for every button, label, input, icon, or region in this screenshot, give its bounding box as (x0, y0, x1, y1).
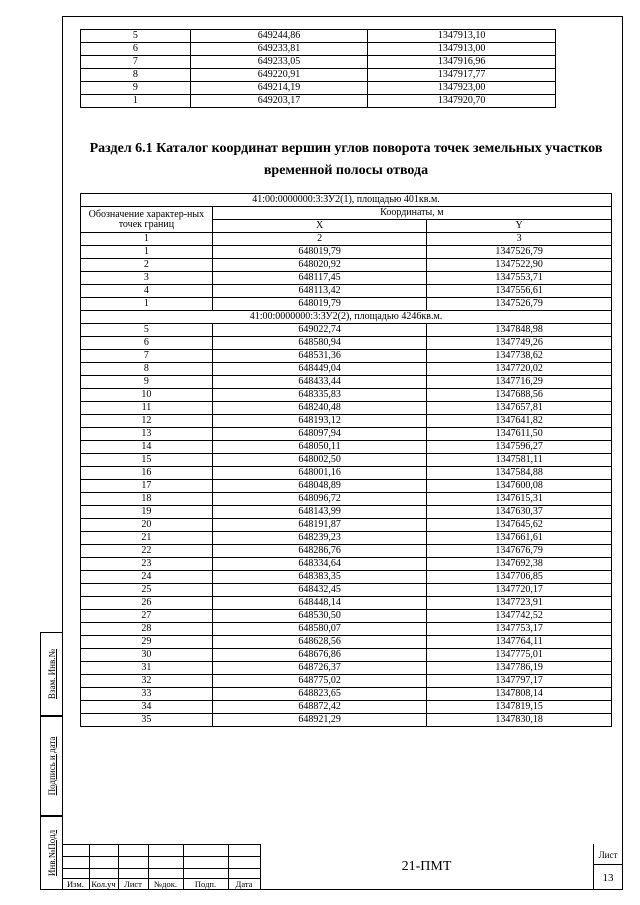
table-row (81, 43, 556, 56)
table-row (81, 95, 556, 108)
table-row (81, 649, 612, 662)
sheet-number: 13 (602, 872, 614, 884)
table-row (81, 298, 612, 311)
table-row (81, 415, 612, 428)
x-value: 648334,64 (212, 558, 427, 571)
x-value: 648048,89 (212, 480, 427, 493)
x-value: 648580,94 (212, 337, 427, 350)
x-value: 649233,05 (190, 56, 368, 69)
point-number: 10 (81, 389, 213, 402)
table-row (81, 324, 612, 337)
point-number: 5 (81, 324, 213, 337)
point-number: 15 (81, 454, 213, 467)
plot1-title: 41:00:0000000:3:ЗУ2(1), площадью 401кв.м. (81, 194, 612, 207)
table-row (81, 402, 612, 415)
table-row (81, 285, 612, 298)
x-value: 648921,29 (212, 714, 427, 727)
document-code: 21-ПМТ (401, 859, 452, 874)
table-row (81, 350, 612, 363)
side-box-podp (40, 716, 62, 816)
y-value: 1347584,88 (427, 467, 612, 480)
y-value: 1347916,96 (368, 56, 556, 69)
x-value: 648383,35 (212, 571, 427, 584)
x-value: 648872,42 (212, 701, 427, 714)
top-coordinates-table (80, 29, 556, 108)
y-value: 1347526,79 (427, 246, 612, 259)
y-value: 1347775,01 (427, 649, 612, 662)
point-number: 27 (81, 610, 213, 623)
y-value: 1347720,02 (427, 363, 612, 376)
point-number: 5 (81, 30, 191, 43)
y-value: 1347661,61 (427, 532, 612, 545)
point-number: 9 (81, 376, 213, 389)
table-row (81, 30, 556, 43)
table-row (81, 428, 612, 441)
table-row (81, 597, 612, 610)
y-value: 1347723,91 (427, 597, 612, 610)
point-number: 6 (81, 337, 213, 350)
point-number: 30 (81, 649, 213, 662)
x-value: 649022,74 (212, 324, 427, 337)
y-value: 1347556,61 (427, 285, 612, 298)
table-row (81, 337, 612, 350)
side-box-inv (40, 816, 62, 890)
y-value: 1347526,79 (427, 298, 612, 311)
table-row (81, 506, 612, 519)
y-value: 1347600,08 (427, 480, 612, 493)
x-value: 648676,86 (212, 649, 427, 662)
table-row (81, 519, 612, 532)
point-number: 2 (81, 259, 213, 272)
point-number: 7 (81, 350, 213, 363)
coords-header: Координаты, м (212, 207, 611, 220)
x-value: 648002,50 (212, 454, 427, 467)
title-block (62, 844, 623, 890)
x-value: 648191,87 (212, 519, 427, 532)
x-value: 648448,14 (212, 597, 427, 610)
y-value: 1347645,62 (427, 519, 612, 532)
table-row (81, 688, 612, 701)
point-number: 8 (81, 363, 213, 376)
y-value: 1347920,70 (368, 95, 556, 108)
point-number: 24 (81, 571, 213, 584)
point-number: 17 (81, 480, 213, 493)
stamp-col-ndok: №док. (154, 879, 177, 889)
y-value: 1347913,00 (368, 43, 556, 56)
x-value: 649203,17 (190, 95, 368, 108)
point-number: 13 (81, 428, 213, 441)
point-number: 20 (81, 519, 213, 532)
y-value: 1347753,17 (427, 623, 612, 636)
point-number: 11 (81, 402, 213, 415)
point-number: 8 (81, 69, 191, 82)
y-value: 1347808,14 (427, 688, 612, 701)
x-value: 648531,36 (212, 350, 427, 363)
y-value: 1347749,26 (427, 337, 612, 350)
y-value: 1347611,50 (427, 428, 612, 441)
x-value: 648143,99 (212, 506, 427, 519)
point-number: 1 (81, 246, 213, 259)
y-value: 1347913,10 (368, 30, 556, 43)
table-row (81, 363, 612, 376)
section-title: Раздел 6.1 Каталог координат вершин углов поворота точек земельных участков временной полосы отвода (89, 141, 603, 178)
stamp-col-data: Дата (235, 879, 253, 889)
x-value: 648580,07 (212, 623, 427, 636)
x-value: 648335,83 (212, 389, 427, 402)
y-value: 1347688,56 (427, 389, 612, 402)
x-value: 648019,79 (212, 246, 427, 259)
point-number: 14 (81, 441, 213, 454)
x-value: 648726,37 (212, 662, 427, 675)
y-value: 1347692,38 (427, 558, 612, 571)
point-number: 7 (81, 56, 191, 69)
x-value: 648096,72 (212, 493, 427, 506)
x-value: 648433,44 (212, 376, 427, 389)
sheet-label: Лист (598, 850, 618, 860)
y-value: 1347797,17 (427, 675, 612, 688)
y-value: 1347657,81 (427, 402, 612, 415)
point-number: 26 (81, 597, 213, 610)
y-value: 1347848,98 (427, 324, 612, 337)
y-value: 1347786,19 (427, 662, 612, 675)
point-number: 3 (81, 272, 213, 285)
table-row (81, 69, 556, 82)
point-number: 23 (81, 558, 213, 571)
table-row (81, 545, 612, 558)
x-value: 648020,92 (212, 259, 427, 272)
table-row (81, 571, 612, 584)
y-value: 1347553,71 (427, 272, 612, 285)
point-number: 9 (81, 82, 191, 95)
point-number: 19 (81, 506, 213, 519)
y-value: 1347830,18 (427, 714, 612, 727)
point-number: 18 (81, 493, 213, 506)
table-row (81, 610, 612, 623)
table-row (81, 701, 612, 714)
point-number: 6 (81, 43, 191, 56)
y-value: 1347706,85 (427, 571, 612, 584)
point-number: 12 (81, 415, 213, 428)
table-row (81, 558, 612, 571)
point-number: 4 (81, 285, 213, 298)
x-value: 649214,19 (190, 82, 368, 95)
x-value: 648193,12 (212, 415, 427, 428)
point-number: 28 (81, 623, 213, 636)
table-row (81, 480, 612, 493)
x-value: 649244,86 (190, 30, 368, 43)
plot2-title: 41:00:0000000:3:ЗУ2(2), площадью 4246кв.м. (81, 311, 612, 324)
point-number: 34 (81, 701, 213, 714)
x-value: 648286,76 (212, 545, 427, 558)
x-value: 648449,04 (212, 363, 427, 376)
table-row (81, 493, 612, 506)
point-number: 33 (81, 688, 213, 701)
table-row (81, 714, 612, 727)
y-value: 1347923,00 (368, 82, 556, 95)
x-value: 648628,56 (212, 636, 427, 649)
y-header: Y (427, 220, 612, 233)
stamp-col-kolvo: Кол.уч (91, 879, 116, 889)
side-label-vzam: Взам. Инв.№ (46, 648, 57, 700)
x-value: 648775,02 (212, 675, 427, 688)
coordinates-catalog-table (80, 193, 612, 727)
table-row (81, 272, 612, 285)
num-col-3: 3 (427, 233, 612, 246)
col-header-points: Обозначение характер-ных точек границ (81, 207, 213, 233)
x-value: 648113,42 (212, 285, 427, 298)
y-value: 1347720,17 (427, 584, 612, 597)
stamp-col-podp: Подп. (194, 879, 217, 889)
x-value: 648823,65 (212, 688, 427, 701)
table-row (81, 636, 612, 649)
y-value: 1347596,27 (427, 441, 612, 454)
side-label-inv: Инв.№Подл (46, 829, 57, 877)
point-number: 1 (81, 95, 191, 108)
point-number: 31 (81, 662, 213, 675)
point-number: 1 (81, 298, 213, 311)
point-number: 32 (81, 675, 213, 688)
y-value: 1347630,37 (427, 506, 612, 519)
table-row (81, 441, 612, 454)
table-row (81, 662, 612, 675)
x-value: 649233,81 (190, 43, 368, 56)
point-number: 21 (81, 532, 213, 545)
table-row (81, 467, 612, 480)
x-value: 648097,94 (212, 428, 427, 441)
point-number: 25 (81, 584, 213, 597)
table-row (81, 675, 612, 688)
y-value: 1347917,77 (368, 69, 556, 82)
point-number: 35 (81, 714, 213, 727)
table-row (81, 389, 612, 402)
stamp-col-izm: Изм. (67, 879, 84, 889)
x-value: 648019,79 (212, 298, 427, 311)
y-value: 1347819,15 (427, 701, 612, 714)
num-col-2: 2 (212, 233, 427, 246)
x-value: 648530,50 (212, 610, 427, 623)
y-value: 1347716,29 (427, 376, 612, 389)
stamp-col-list: Лист (124, 879, 142, 889)
x-header: X (212, 220, 427, 233)
y-value: 1347676,79 (427, 545, 612, 558)
side-box-vzam (40, 632, 62, 716)
y-value: 1347764,11 (427, 636, 612, 649)
point-number: 29 (81, 636, 213, 649)
y-value: 1347615,31 (427, 493, 612, 506)
point-number: 16 (81, 467, 213, 480)
table-row (81, 376, 612, 389)
table-row (81, 246, 612, 259)
table-row (81, 56, 556, 69)
table-row (81, 259, 612, 272)
table-row (81, 82, 556, 95)
side-label-podp: Подпись и дата (46, 736, 57, 796)
x-value: 648239,23 (212, 532, 427, 545)
y-value: 1347641,82 (427, 415, 612, 428)
y-value: 1347738,62 (427, 350, 612, 363)
x-value: 648432,45 (212, 584, 427, 597)
table-row (81, 532, 612, 545)
point-number: 22 (81, 545, 213, 558)
y-value: 1347581,11 (427, 454, 612, 467)
table-row (81, 623, 612, 636)
x-value: 648240,48 (212, 402, 427, 415)
x-value: 648001,16 (212, 467, 427, 480)
y-value: 1347742,52 (427, 610, 612, 623)
table-row (81, 584, 612, 597)
x-value: 648117,45 (212, 272, 427, 285)
table-row (81, 454, 612, 467)
num-col-1: 1 (81, 233, 213, 246)
x-value: 648050,11 (212, 441, 427, 454)
x-value: 649220,91 (190, 69, 368, 82)
y-value: 1347522,90 (427, 259, 612, 272)
